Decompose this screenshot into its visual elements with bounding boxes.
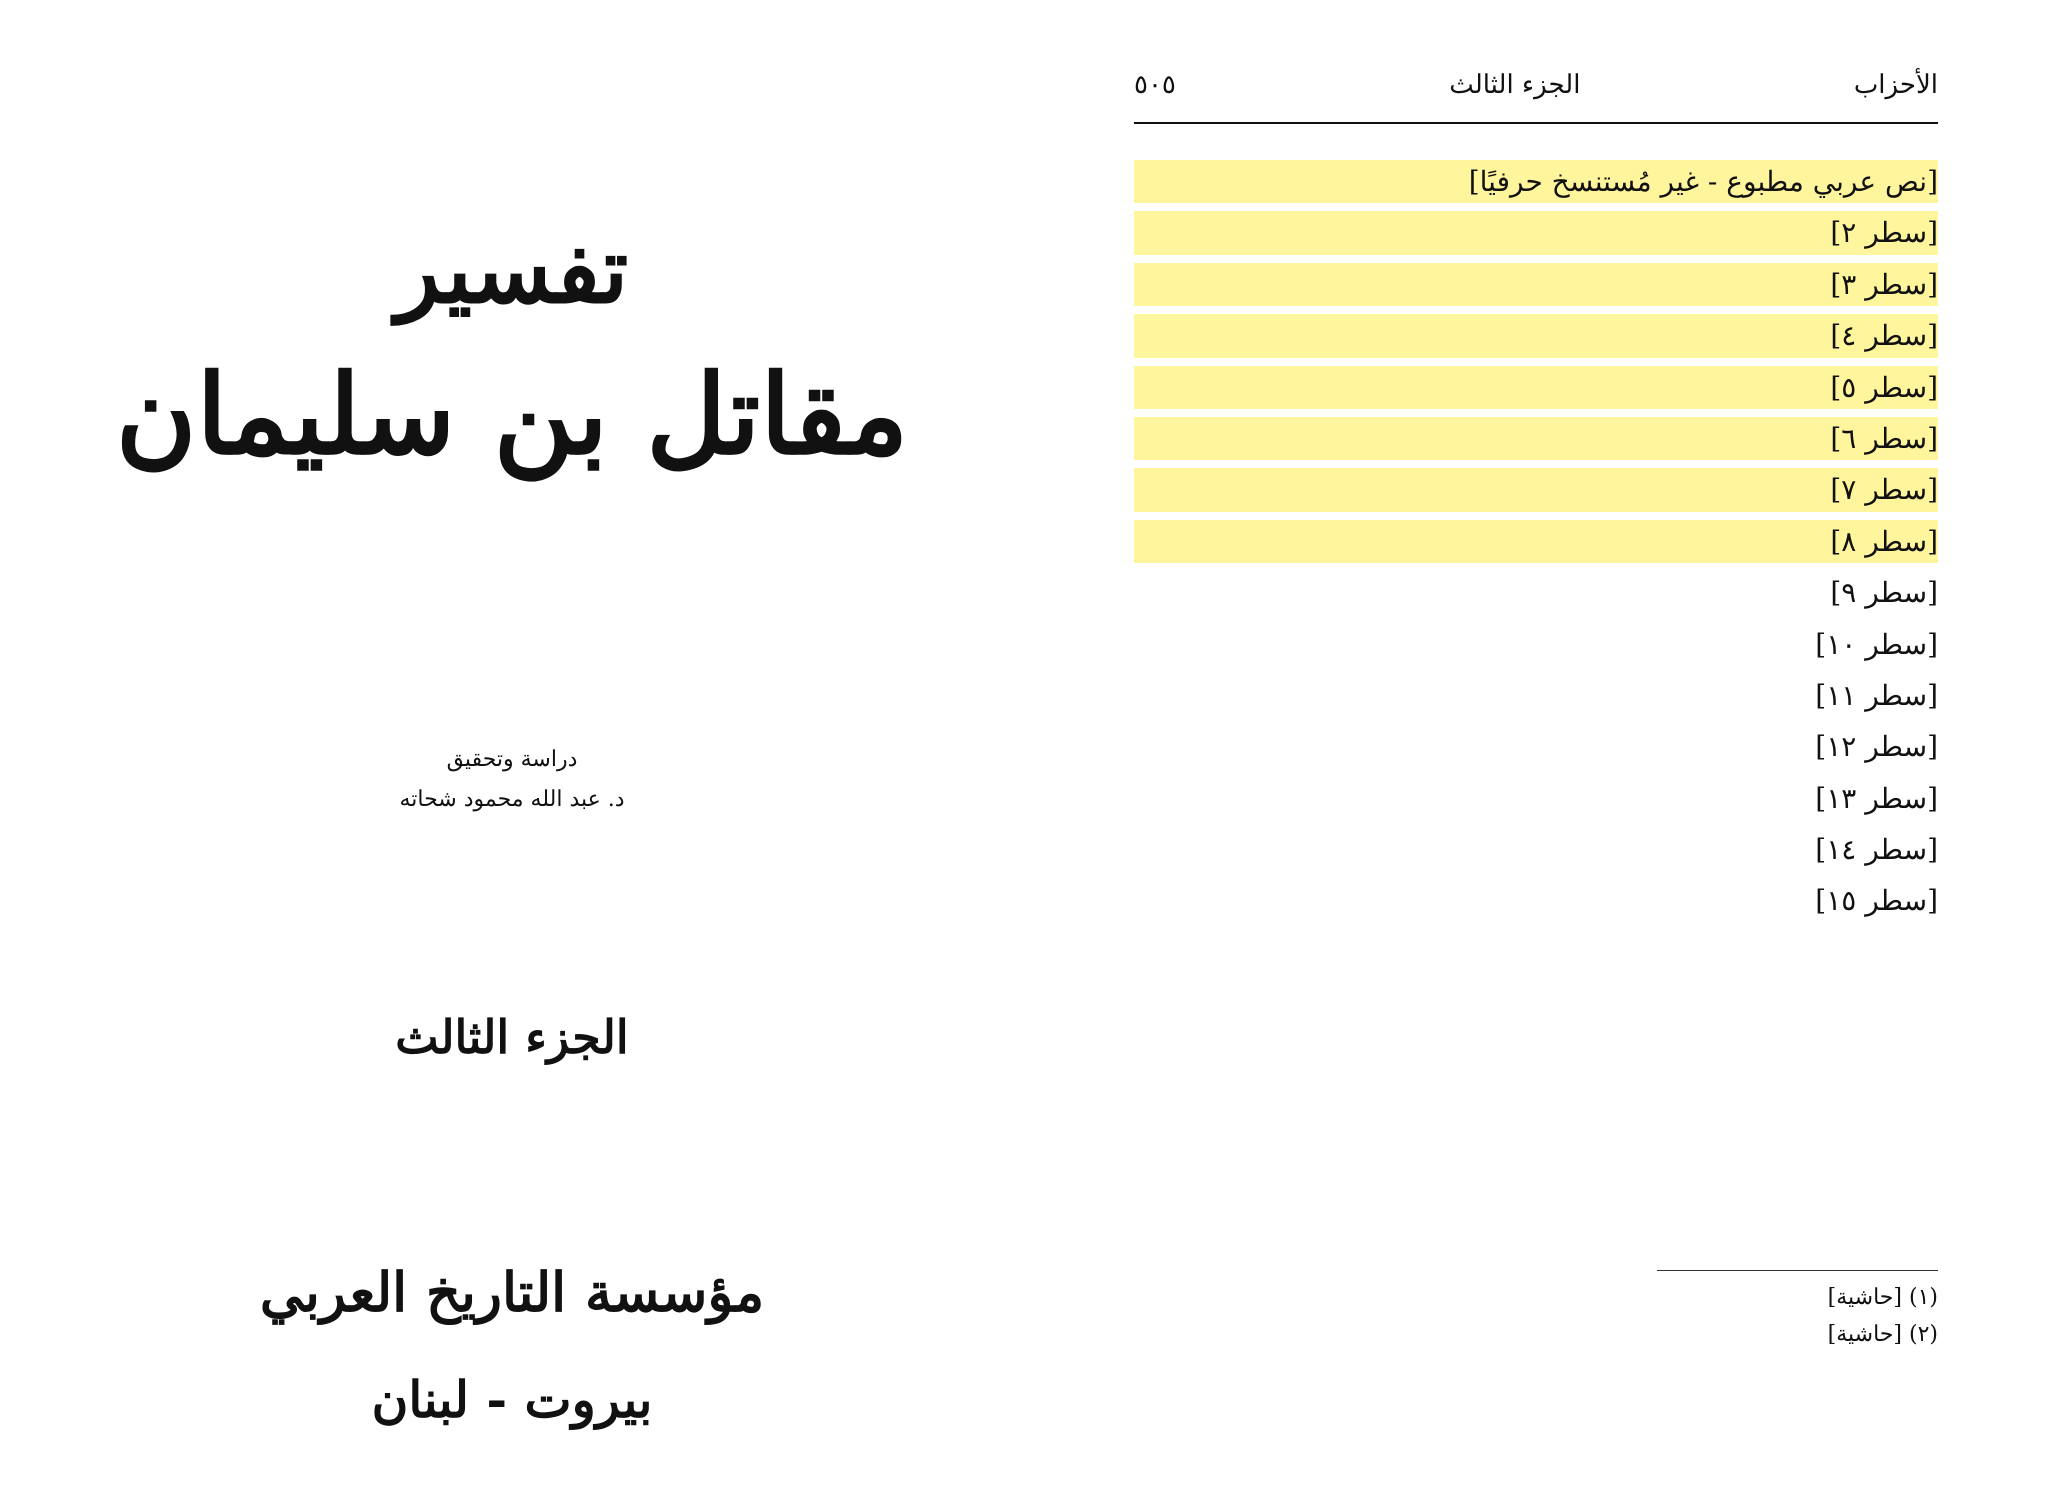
text-line: [سطر ٩] [1830, 576, 1938, 610]
credits [0, 740, 1024, 819]
text-line: [سطر ٨] [1134, 520, 1938, 563]
volume-label: الجزء الثالث [395, 1010, 629, 1064]
text-line: [سطر ١٥] [1815, 884, 1938, 918]
publisher: مؤسسة التاريخ العربي [259, 1260, 765, 1324]
text-line: [سطر ٦] [1134, 417, 1938, 460]
text-line: [سطر ١٤] [1815, 833, 1938, 867]
footnote-rule [1657, 1270, 1938, 1271]
text-line: [سطر ٣] [1134, 263, 1938, 306]
text-line: [سطر ٢] [1134, 211, 1938, 254]
footnote: (٢) [حاشية] [1827, 1322, 1938, 1348]
footnote: (١) [حاشية] [1827, 1285, 1938, 1310]
right-page [1024, 0, 2048, 1501]
page-number: ٥٠٥ [1134, 70, 1176, 100]
header-volume: الجزء الثالث [1449, 70, 1581, 100]
page-body [1134, 160, 1938, 931]
text-line: [سطر ١١] [1815, 678, 1938, 712]
credits-line-1: دراسة وتحقيق [446, 747, 578, 772]
text-line: [نص عربي مطبوع - غير مُستنسخ حرفيًا] [1134, 160, 1938, 203]
text-line: [سطر ٧] [1134, 468, 1938, 511]
running-header [1134, 60, 1938, 110]
footnotes [1134, 1270, 1938, 1354]
author-name: مقاتل بن سليمان [115, 350, 909, 479]
header-rule [1134, 122, 1938, 124]
text-line: [سطر ٥] [1134, 366, 1938, 409]
credits-line-2: د. عبد الله محمود شحاته [399, 786, 625, 812]
text-line: [سطر ١٢] [1815, 730, 1938, 764]
book-title: تفسير [395, 216, 629, 324]
text-line: [سطر ١٠] [1815, 627, 1938, 661]
text-line: [سطر ١٣] [1815, 781, 1938, 815]
publisher-city: بيروت - لبنان [371, 1370, 653, 1429]
header-surah: الأحزاب [1853, 70, 1938, 100]
text-line: [سطر ٤] [1134, 314, 1938, 357]
